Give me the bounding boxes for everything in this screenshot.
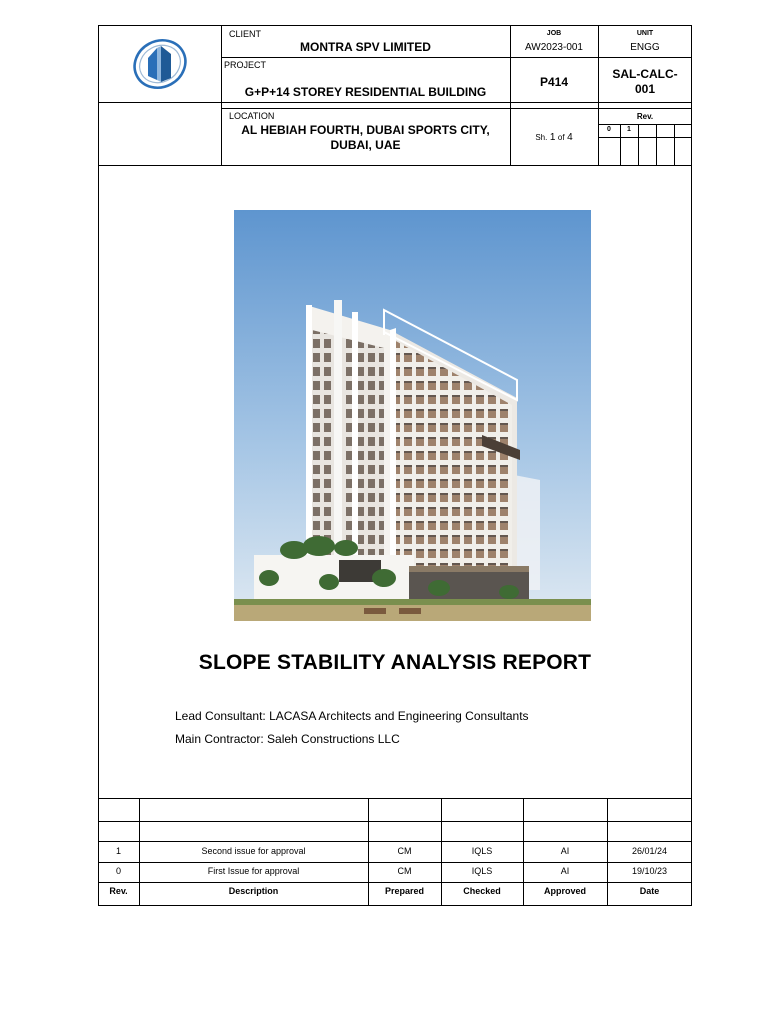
header-checked: Checked bbox=[463, 886, 501, 896]
date-cell: 26/01/24 bbox=[631, 846, 668, 856]
header-description: Description bbox=[228, 886, 279, 896]
revtable-line-3 bbox=[98, 841, 692, 842]
approved-cell: AI bbox=[560, 866, 570, 876]
client-divider-line bbox=[221, 57, 692, 58]
rev-digits-line bbox=[598, 137, 692, 138]
client-name: MONTRA SPV LIMITED bbox=[300, 40, 431, 54]
report-title: SLOPE STABILITY ANALYSIS REPORT bbox=[198, 651, 592, 674]
sheet-total: 4 bbox=[567, 132, 573, 143]
checked-cell: IQLS bbox=[471, 846, 493, 856]
rev-vline-4 bbox=[674, 124, 675, 165]
logo-divider-line bbox=[98, 102, 692, 103]
project-name: G+P+14 STOREY RESIDENTIAL BUILDING bbox=[244, 85, 487, 99]
project-divider-line bbox=[221, 108, 692, 109]
header-date: Date bbox=[639, 886, 660, 896]
header-rev: Rev. bbox=[109, 886, 128, 896]
lead-consultant: Lead Consultant: LACASA Architects and Engineering Consultants bbox=[175, 709, 529, 723]
building-rendering bbox=[234, 210, 591, 621]
header-approved: Approved bbox=[543, 886, 586, 896]
prepared-cell: CM bbox=[397, 866, 412, 876]
sheet-current: 1 bbox=[549, 132, 556, 143]
rev-vline-2 bbox=[638, 124, 639, 165]
sheet-of: of bbox=[557, 133, 565, 142]
unit-value: ENGG bbox=[630, 42, 660, 53]
company-logo bbox=[124, 28, 196, 98]
description-cell: First Issue for approval bbox=[207, 866, 300, 876]
sheet-number bbox=[510, 132, 598, 143]
rev-cell: 0 bbox=[115, 866, 121, 876]
checked-cell: IQLS bbox=[471, 866, 493, 876]
date-cell: 19/10/23 bbox=[631, 866, 668, 876]
location-line1: AL HEBIAH FOURTH, DUBAI SPORTS CITY, bbox=[241, 123, 490, 137]
rev-label: Rev. bbox=[636, 112, 654, 121]
unit-label: UNIT bbox=[636, 30, 654, 37]
revtable-line-4 bbox=[98, 862, 692, 863]
client-label: CLIENT bbox=[229, 29, 262, 39]
rev-digit-1: 1 bbox=[627, 126, 631, 133]
location-label: LOCATION bbox=[229, 111, 275, 121]
rev-header-line bbox=[598, 124, 692, 125]
project-code: P414 bbox=[539, 75, 569, 89]
sheet-prefix: Sh. bbox=[535, 133, 548, 142]
rev-vline-3 bbox=[656, 124, 657, 165]
revtable-line-2 bbox=[98, 821, 692, 822]
header-prepared: Prepared bbox=[384, 886, 425, 896]
revtable-line-top bbox=[98, 798, 692, 799]
prepared-cell: CM bbox=[397, 846, 412, 856]
document-number-line1: SAL-CALC- bbox=[612, 67, 678, 81]
document-number bbox=[598, 67, 692, 97]
job-number: AW2023-001 bbox=[525, 42, 583, 53]
description-cell: Second issue for approval bbox=[201, 846, 306, 856]
building-rendering-image bbox=[234, 210, 591, 621]
header-bottom-line bbox=[98, 165, 692, 166]
project-label: PROJECT bbox=[224, 60, 267, 70]
location-line2: DUBAI, UAE bbox=[330, 138, 401, 152]
rev-digit-0: 0 bbox=[607, 126, 611, 133]
revtable-line-5 bbox=[98, 882, 692, 883]
approved-cell: AI bbox=[560, 846, 570, 856]
location bbox=[221, 123, 510, 153]
document-number-line2: 001 bbox=[634, 82, 656, 96]
main-contractor: Main Contractor: Saleh Constructions LLC bbox=[175, 732, 400, 746]
rev-cell: 1 bbox=[115, 846, 121, 856]
job-label: JOB bbox=[546, 30, 562, 37]
